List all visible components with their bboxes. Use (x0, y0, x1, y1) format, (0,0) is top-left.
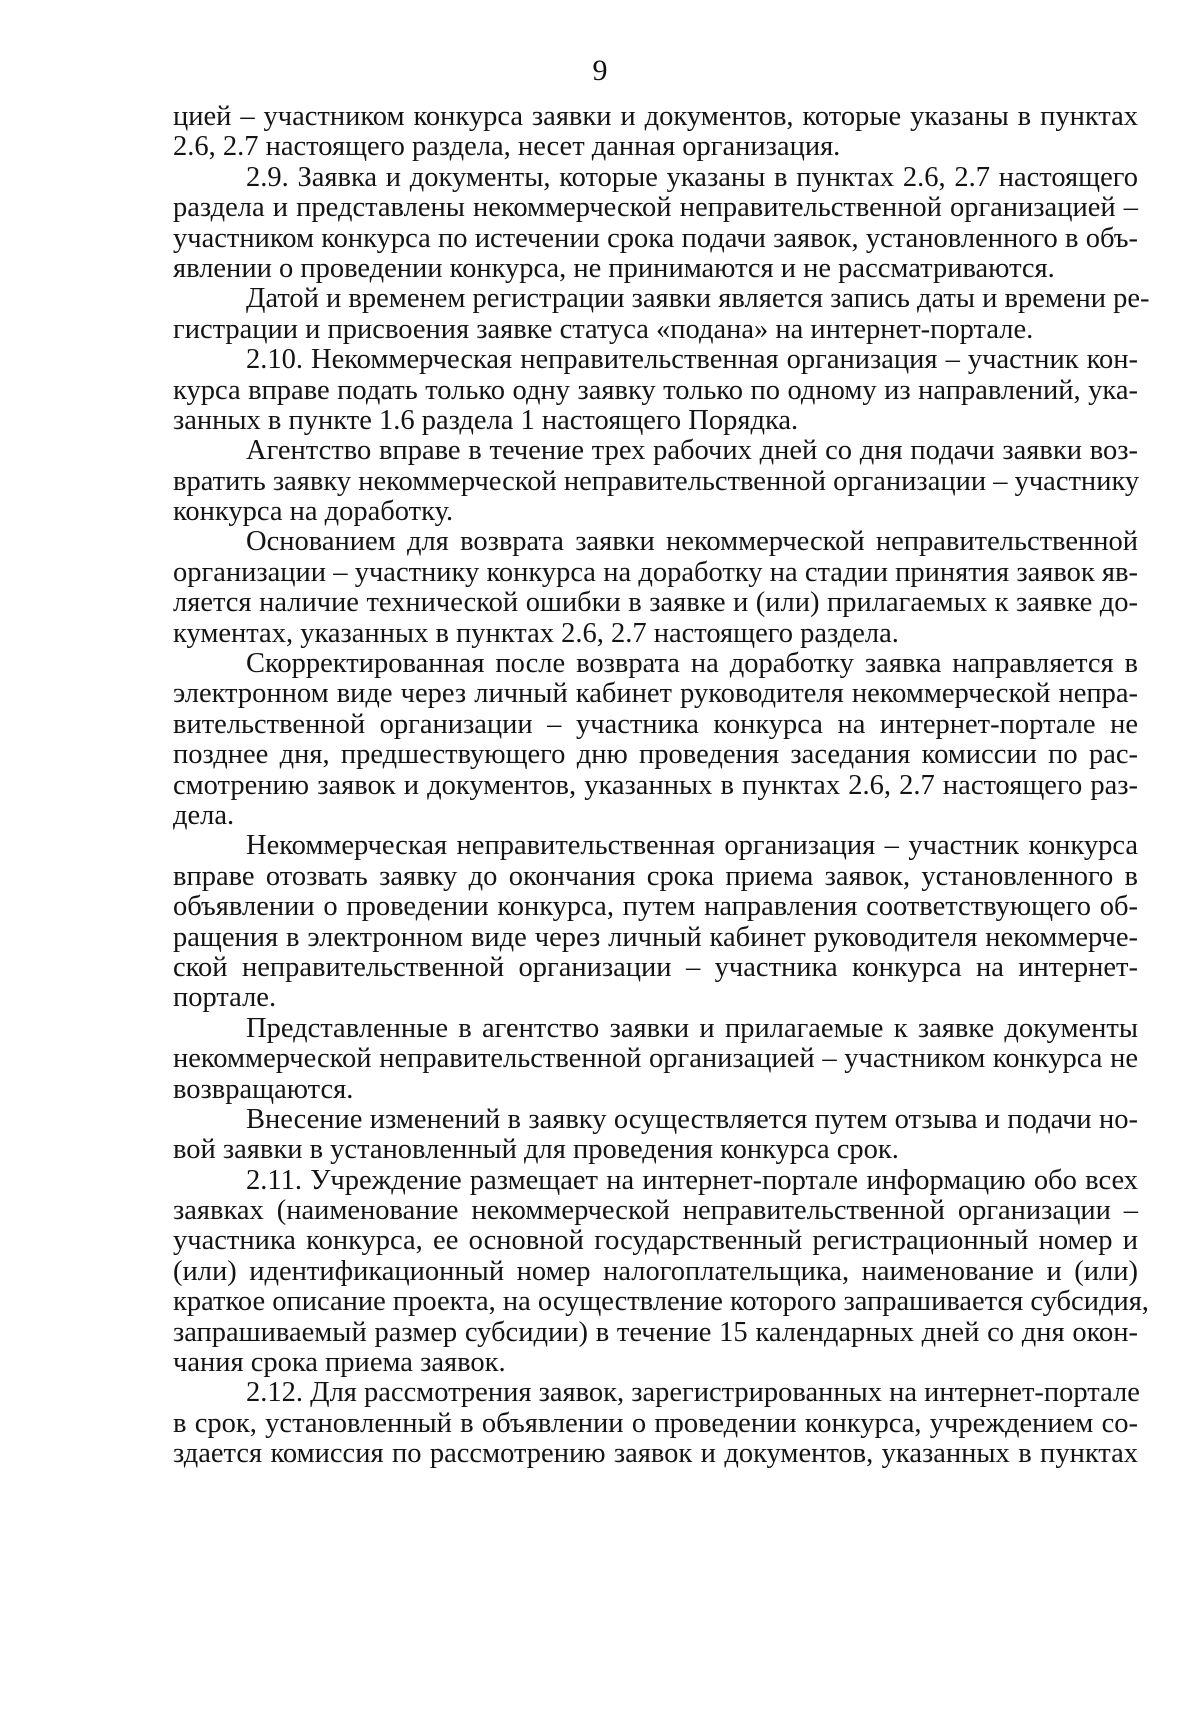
text-line: участником конкурса по истечении срока подачи заявок, установленного в объ- (173, 222, 1138, 254)
text-line: цией – участником конкурса заявки и документов, которые указаны в пунктах (173, 101, 1138, 132)
text-line: курса вправе подать только одну заявку только по одному из направлений, ука- (173, 374, 1138, 406)
text-line: вправе отозвать заявку до окончания срока приема заявок, установленного в (173, 860, 1138, 892)
text-line: вратить заявку некоммерческой неправительственной организации – участнику (173, 465, 1140, 497)
text-line: 2.12. Для рассмотрения заявок, зарегистрированных на интернет-портале (246, 1377, 1140, 1409)
text-line: Основанием для возврата заявки некоммерческой неправительственной (246, 526, 1138, 558)
text-line: занных в пункте 1.6 раздела 1 настоящего Порядка. (173, 404, 799, 436)
text-line: объявлении о проведении конкурса, путем направления соответствующего об- (173, 891, 1138, 923)
text-line: кументах, указанных в пунктах 2.6, 2.7 настоящего раздела. (173, 617, 899, 649)
text-line: портале. (173, 982, 277, 1014)
text-line: 2.11. Учреждение размещает на интернет-портале информацию обо всех (246, 1164, 1138, 1196)
text-line: 2.9. Заявка и документы, которые указаны в пунктах 2.6, 2.7 настоящего (246, 161, 1138, 193)
text-line: некоммерческой неправительственной организацией – участником конкурса не (173, 1043, 1138, 1075)
text-line: явлении о проведении конкурса, не принимаются и не рассматриваются. (173, 252, 1055, 284)
text-line: вой заявки в установленный для проведения конкурса срок. (173, 1134, 899, 1166)
text-line: 2.6, 2.7 настоящего раздела, несет данная организация. (173, 131, 841, 163)
text-line: Датой и временем регистрации заявки является запись даты и времени ре- (246, 283, 1150, 315)
text-line: раздела и представлены некоммерческой неправительственной организацией – (173, 192, 1138, 224)
text-line: возвращаются. (173, 1073, 354, 1105)
text-line: краткое описание проекта, на осуществление которого запрашивается субсидия, (173, 1286, 1149, 1318)
text-line: гистрации и присвоения заявке статуса «подана» на интернет-портале. (173, 313, 1034, 345)
text-line: запрашиваемый размер субсидии) в течение 15 календарных дней со дня окон- (173, 1316, 1138, 1348)
text-line: (или) идентификационный номер налогоплательщика, наименование и (или) (173, 1255, 1138, 1287)
text-line: 2.10. Некоммерческая неправительственная организация – участник кон- (246, 344, 1138, 376)
text-line: в срок, установленный в объявлении о проведении конкурса, учреждением со- (173, 1407, 1138, 1439)
text-line: ляется наличие технической ошибки в заявке и (или) прилагаемых к заявке до- (173, 587, 1138, 619)
text-line: электронном виде через личный кабинет руководителя некоммерческой непра- (173, 678, 1138, 710)
text-line: чания срока приема заявок. (173, 1347, 506, 1379)
text-line: конкурса на доработку. (173, 496, 454, 528)
text-line: Некоммерческая неправительственная организация – участник конкурса (246, 830, 1138, 862)
text-line: смотрению заявок и документов, указанных в пунктах 2.6, 2.7 настоящего раз- (173, 769, 1138, 801)
text-line: заявках (наименование некоммерческой неправительственной организации – (173, 1195, 1138, 1227)
text-line: участника конкурса, ее основной государственный регистрационный номер и (173, 1225, 1138, 1257)
text-line: здается комиссия по рассмотрению заявок и документов, указанных в пунктах (173, 1438, 1138, 1470)
text-line: Агентство вправе в течение трех рабочих дней со дня подачи заявки воз- (246, 435, 1138, 467)
text-line: Представленные в агентство заявки и прилагаемые к заявке документы (246, 1012, 1138, 1044)
text-line: ращения в электронном виде через личный кабинет руководителя некоммерче- (173, 921, 1138, 953)
page-number: 9 (592, 54, 608, 87)
text-line: Скорректированная после возврата на доработку заявка направляется в (246, 648, 1138, 680)
text-line: организации – участнику конкурса на доработку на стадии принятия заявок яв- (173, 556, 1138, 588)
body-text (173, 101, 1150, 1470)
text-line: позднее дня, предшествующего дню проведения заседания комиссии по рас- (173, 739, 1138, 771)
text-line: ской неправительственной организации – участника конкурса на интернет- (173, 951, 1138, 983)
text-line: Внесение изменений в заявку осуществляется путем отзыва и подачи но- (246, 1103, 1138, 1135)
text-line: дела. (173, 799, 235, 831)
text-line: вительственной организации – участника конкурса на интернет-портале не (173, 708, 1138, 740)
